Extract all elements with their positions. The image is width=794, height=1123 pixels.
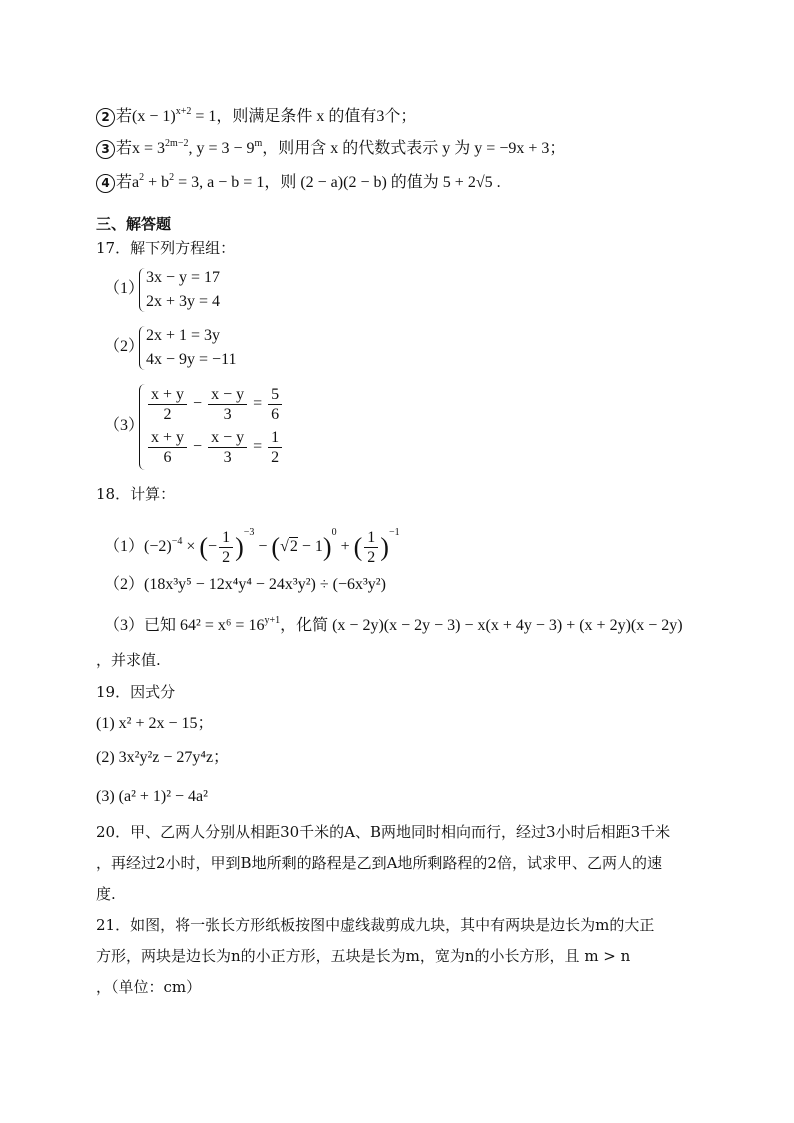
q19-part1: (1) x² + 2x − 15； xyxy=(96,715,214,732)
q17-part3-row2: $\frac{x + y}{6}$ − $\frac{x - y}{3}$ = $\frac{1}{2}$ xyxy=(146,428,284,467)
fraction-numerator: x + y xyxy=(148,428,187,448)
q20-line2: ，再经过2小时，甲到B地所剩的路程是乙到A地所剩路程的2倍，试求甲、乙两人的速 xyxy=(96,854,662,872)
q18-part3-cont: ，并求值. xyxy=(96,651,161,669)
q18-part2-label: （2） xyxy=(104,576,145,593)
section-heading: 三、解答题 xyxy=(96,215,172,233)
fraction-numerator: 5 xyxy=(268,385,282,405)
q18-part2 xyxy=(104,575,386,595)
brace xyxy=(139,326,146,370)
brace xyxy=(139,384,146,470)
q18-part3-label: （3） xyxy=(104,617,145,634)
question-18-title: 18．计算： xyxy=(96,485,176,503)
q21-line1: 21．如图，将一张长方形纸板按图中虚线裁剪成九块，其中有两块是边长为m的大正 xyxy=(96,916,655,934)
q18-part3-exponent: y+1 xyxy=(264,615,281,626)
circled-number-4: 4 xyxy=(96,174,115,193)
circled-number-2: 2 xyxy=(96,108,115,127)
q17-part1-eq1: 3x − y = 17 xyxy=(146,269,221,286)
q18-part1: $(1)(-2)^{-4}$ × (− $\frac{1}{2}$ )$^{-3} - (√2 - 1)^0$ + ( $\frac{1}{2}$ )$^{-1}$ xyxy=(104,527,400,566)
statement-3-exponent-2: m xyxy=(254,138,263,149)
q17-part1-label: （1） xyxy=(104,280,145,297)
statement-4-mid1: + b xyxy=(144,174,170,191)
q18-part3-mid: ，化简 (x − 2y)(x − 2y − 3) − x(x + 4y − 3) + (x + 2y)(x − 2y) xyxy=(280,617,683,634)
statement-2-expr: (x − 1) xyxy=(132,108,176,125)
q18-part1-label: （1） xyxy=(104,538,145,556)
statement-3-exponent-1: 2m−2 xyxy=(165,138,189,149)
statement-2-eq: = 1 xyxy=(191,108,217,125)
q21-line2: 方形，两块是边长为n的小正方形，五块是长为m，宽为n的小长方形，且 m > n xyxy=(96,947,631,965)
statement-4-mid2: = 3, a − b = 1 xyxy=(174,174,265,191)
statement-2 xyxy=(96,107,416,129)
q20-line3: 度. xyxy=(96,885,116,903)
fraction-numerator: x − y xyxy=(208,385,247,405)
statement-2-lead: 若 xyxy=(116,108,133,125)
q18-part3-lead: 已知 64² = x⁶ = 16 xyxy=(144,617,265,634)
q18-part3 xyxy=(104,616,683,638)
q17-part2-label: （2） xyxy=(104,338,145,355)
fraction-denominator: 2 xyxy=(163,406,172,423)
statement-3-mid: , y = 3 − 9 xyxy=(188,140,255,157)
statement-2-exponent: x+2 xyxy=(175,106,192,117)
statement-3-lead: 若 xyxy=(116,140,133,157)
fraction-denominator: 6 xyxy=(163,449,172,466)
q19-part2: (2) 3x²y²z − 27y⁴z； xyxy=(96,749,230,766)
question-19-title: 19．因式分 xyxy=(96,683,176,701)
q17-part3-label: （3） xyxy=(104,417,145,434)
q21-line3: ，（单位：cm） xyxy=(96,978,202,996)
statement-4-text: ，则 (2 − a)(2 − b) 的值为 5 + 2√5 . xyxy=(264,174,501,191)
q20-line1: 20．甲、乙两人分别从相距30千米的A、B两地同时相向而行，经过3小时后相距3千米 xyxy=(96,823,671,841)
q17-part1-eq2: 2x + 3y = 4 xyxy=(146,293,221,310)
q18-part2-expr: (18x³y⁵ − 12x⁴y⁴ − 24x³y²) ÷ (−6x³y²) xyxy=(144,576,386,593)
fraction-denominator: 6 xyxy=(271,406,280,423)
fraction-numerator: x − y xyxy=(208,428,247,448)
statement-4-lead: 若 xyxy=(116,174,133,191)
q17-part2-eq2: 4x − 9y = −11 xyxy=(146,351,237,368)
statement-4: 4 若$a^2 + b^2 = 3$, a − b = 1，则 (2 − a)(2 − b) 的值为 5 + 2√5 . xyxy=(96,173,501,195)
circled-number-3: 3 xyxy=(96,140,115,159)
question-17-title: 17．解下列方程组： xyxy=(96,239,236,257)
statement-2-text: ，则满足条件 x 的值有3个； xyxy=(216,108,417,125)
statement-3-text: ，则用含 x 的代数式表示 y 为 y = −9x + 3； xyxy=(262,140,566,157)
fraction-denominator: 3 xyxy=(223,449,232,466)
statement-4-expr: a xyxy=(132,174,140,191)
q17-part3-row1: $\frac{x + y}{2}$ − $\frac{x - y}{3}$ = $\frac{5}{6}$ xyxy=(146,385,284,424)
fraction-numerator: 1 xyxy=(268,428,282,448)
statement-3 xyxy=(96,139,565,161)
fraction-denominator: 2 xyxy=(271,449,280,466)
q17-part2-eq1: 2x + 1 = 3y xyxy=(146,327,221,344)
q19-part3: (3) (a² + 1)² − 4a² xyxy=(96,788,208,805)
statement-3-expr: x = 3 xyxy=(132,140,166,157)
fraction-numerator: x + y xyxy=(148,385,187,405)
brace xyxy=(139,268,146,312)
fraction-denominator: 3 xyxy=(223,406,232,423)
